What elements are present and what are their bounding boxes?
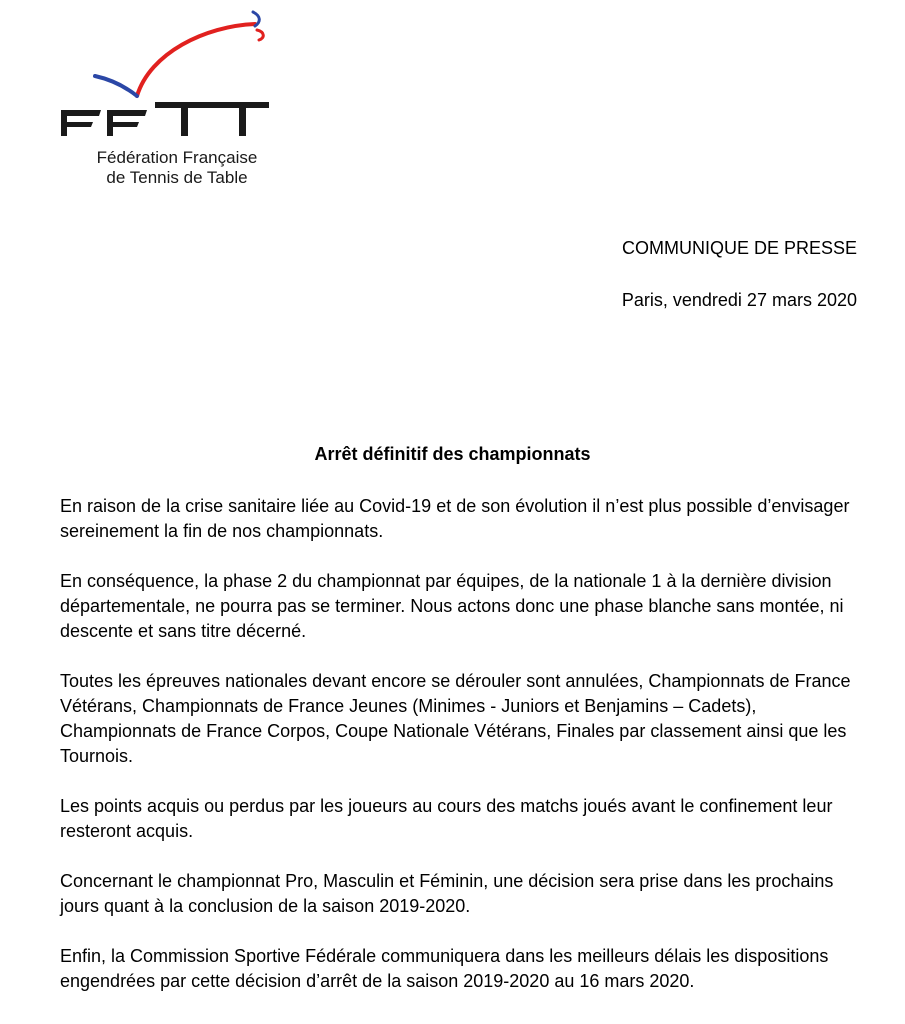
paragraph: En raison de la crise sanitaire liée au Covid-19 et de son évolution il n’est plus possible d’envisager sereinement la fin de nos championnats.	[60, 496, 850, 541]
paragraph: Concernant le championnat Pro, Masculin et Féminin, une décision sera prise dans les prochains jours quant à la conclusion de la saison 2019-2020.	[60, 871, 834, 916]
fftt-logo-mark	[55, 8, 285, 143]
document-type: COMMUNIQUE DE PRESSE	[621, 238, 857, 258]
paragraph: Enfin, la Commission Sportive Fédérale communiquera dans les meilleurs délais les dispositions engendrées par cette décision d’arrêt de la saison 2019-2020 au 16 mars 2020.	[60, 946, 829, 991]
date-line: Paris, vendredi 27 mars 2020	[621, 290, 857, 310]
fftt-logo	[55, 8, 285, 193]
paragraph: Toutes les épreuves nationales devant encore se dérouler sont annulées, Championnats de France Vétérans, Championnats de France Jeunes (Minimes - Juniors et Benjamins – Cadets), Championnats de France Corpos, Coupe Nationale Vétérans, Finales par classement ainsi que les Tournois.	[60, 671, 851, 766]
paragraph: Les points acquis ou perdus par les joueurs au cours des matchs joués avant le confinement leur resteront acquis.	[60, 796, 833, 841]
logo-subtitle-line2: de Tennis de Table	[106, 168, 248, 187]
logo-subtitle-line1: Fédération Française	[96, 148, 258, 167]
paragraph: En conséquence, la phase 2 du championnat par équipes, de la nationale 1 à la dernière division départementale, ne pourra pas se terminer. Nous actons donc une phase blanche sans montée, ni descente et sans titre décerné.	[60, 571, 844, 641]
press-release-title: Arrêt définitif des championnats	[314, 444, 591, 464]
logo-subtitle	[77, 148, 277, 188]
press-release-body	[60, 494, 860, 994]
